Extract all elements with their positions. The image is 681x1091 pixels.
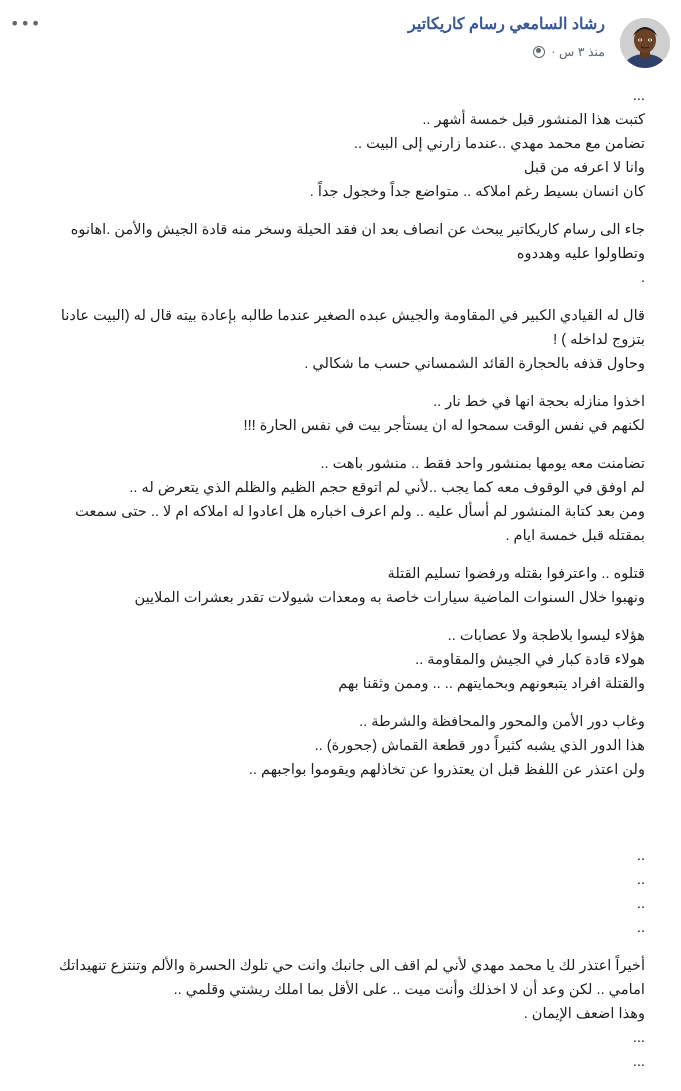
post-text-line: لم اوفق في الوقوف معه كما يجب ..لأني لم اتوقع حجم الظيم والظلم الذي يتعرض له .. <box>129 480 645 496</box>
post-text-line: .. <box>636 896 645 912</box>
post-text-line: . <box>640 270 645 286</box>
post-timestamp[interactable]: منذ ٣ س · <box>551 45 605 59</box>
post-text-line <box>36 782 645 806</box>
post-text-line: هولاء قادة كبار في الجيش والمقاومة .. <box>415 652 645 668</box>
post-text-line: وتطاولوا عليه وهددوه <box>516 246 645 262</box>
post-text-line: ولن اعتذر عن اللفظ قبل ان يعتذروا عن تخاذلهم ويقوموا بواجبهم .. <box>248 762 645 778</box>
post-paragraph <box>36 562 645 610</box>
post-text-line: وهذا اضعف الإيمان . <box>523 1006 645 1022</box>
post-paragraph <box>36 218 645 290</box>
post-text-line: بتزوج لداخله ) ! <box>553 332 645 348</box>
post-text-line <box>36 806 645 830</box>
post-text-line: هذا الدور الذي يشبه كثيراً دور قطعة القماش (جحورة) .. <box>314 738 645 754</box>
post-text-line: .. <box>636 872 645 888</box>
post-text-line: كتبت هذا المنشور قبل خمسة أشهر .. <box>422 112 645 128</box>
post-paragraph <box>36 390 645 438</box>
post-text-line: ومن بعد كتابة المنشور لم أسأل عليه .. ولم اعرف اخباره هل اعادوا له املاكه ام لا .. حتى سمعت <box>75 504 645 520</box>
post-text-line: قتلوه .. واعترفوا بقتله ورفضوا تسليم القتلة <box>387 566 645 582</box>
post-text-line: ... <box>632 1030 645 1046</box>
post-text-line: لكنهم في نفس الوقت سمحوا له ان يستأجر بيت في نفس الحارة !!! <box>243 418 645 434</box>
post-text-line: اخذوا منازله بحجة انها في خط نار .. <box>433 394 645 410</box>
post-text-line: أخيراً اعتذر لك يا محمد مهدي لأني لم اقف الى جانبك وانت حي تلوك الحسرة والألم وتنتزع تنهيداتك <box>58 958 645 974</box>
post-paragraph <box>36 84 645 204</box>
post-text-line: وحاول قذفه بالحجارة القائد الشمساني حسب ما شكالي . <box>304 356 645 372</box>
post-text-line: امامي .. لكن وعد أن لا اخذلك وأنت ميت .. على الأقل بما املك ريشتي وقلمي .. <box>173 982 645 998</box>
post-text-line: .. <box>636 920 645 936</box>
post-text-line: بمقتله قبل خمسة ايام . <box>505 528 645 544</box>
post-text-line: ... <box>632 1054 645 1070</box>
post-paragraph <box>36 624 645 696</box>
avatar-caricature-icon <box>620 18 670 68</box>
post-paragraph <box>36 844 645 940</box>
post-text-line: وغاب دور الأمن والمحور والمحافظة والشرطة .. <box>359 714 645 730</box>
post-text-line: .. <box>636 848 645 864</box>
more-options-icon[interactable]: ••• <box>10 14 42 33</box>
post-text-line: تضامنت معه يومها بمنشور واحد فقط .. منشور باهت .. <box>320 456 645 472</box>
post-paragraph <box>36 304 645 376</box>
post-paragraph <box>36 710 645 830</box>
post-text-line: والقتلة افراد يتبعونهم وبحمايتهم .. .. وممن وثقنا بهم <box>338 676 645 692</box>
post-text-line: ... <box>632 88 645 104</box>
post-text-line: قال له القيادي الكبير في المقاومة والجيش عبده الصغير عندما طالبه بإعادة بيته قال له (البيت عادنا <box>60 308 645 324</box>
post-meta <box>533 44 605 59</box>
post-text-line: ونهبوا خلال السنوات الماضية سيارات خاصة به ومعدات شيولات تقدر بعشرات الملايين <box>134 590 645 606</box>
post-text-line: جاء الى رسام كاريكاتير يبحث عن انصاف بعد ان فقد الحيلة وسخر منه قادة الجيش والأمن .اهانوه <box>70 222 645 238</box>
post-text-line: كان انسان بسيط رغم املاكه .. متواضع جداً وخجول جداً . <box>309 184 645 200</box>
author-name-link[interactable]: رشاد السامعي رسام كاريكاتير <box>408 16 605 33</box>
post-text-line: تضامن مع محمد مهدي ..عندما زارني إلى البيت .. <box>353 136 645 152</box>
post-text-line: وانا لا اعرفه من قبل <box>523 160 645 176</box>
post-text-line: هؤلاء ليسوا بلاطجة ولا عصابات .. <box>447 628 645 644</box>
globe-icon[interactable] <box>533 46 545 58</box>
avatar[interactable] <box>620 18 670 68</box>
post-paragraph <box>36 954 645 1074</box>
post-paragraph <box>36 452 645 548</box>
post-body <box>36 84 645 1088</box>
